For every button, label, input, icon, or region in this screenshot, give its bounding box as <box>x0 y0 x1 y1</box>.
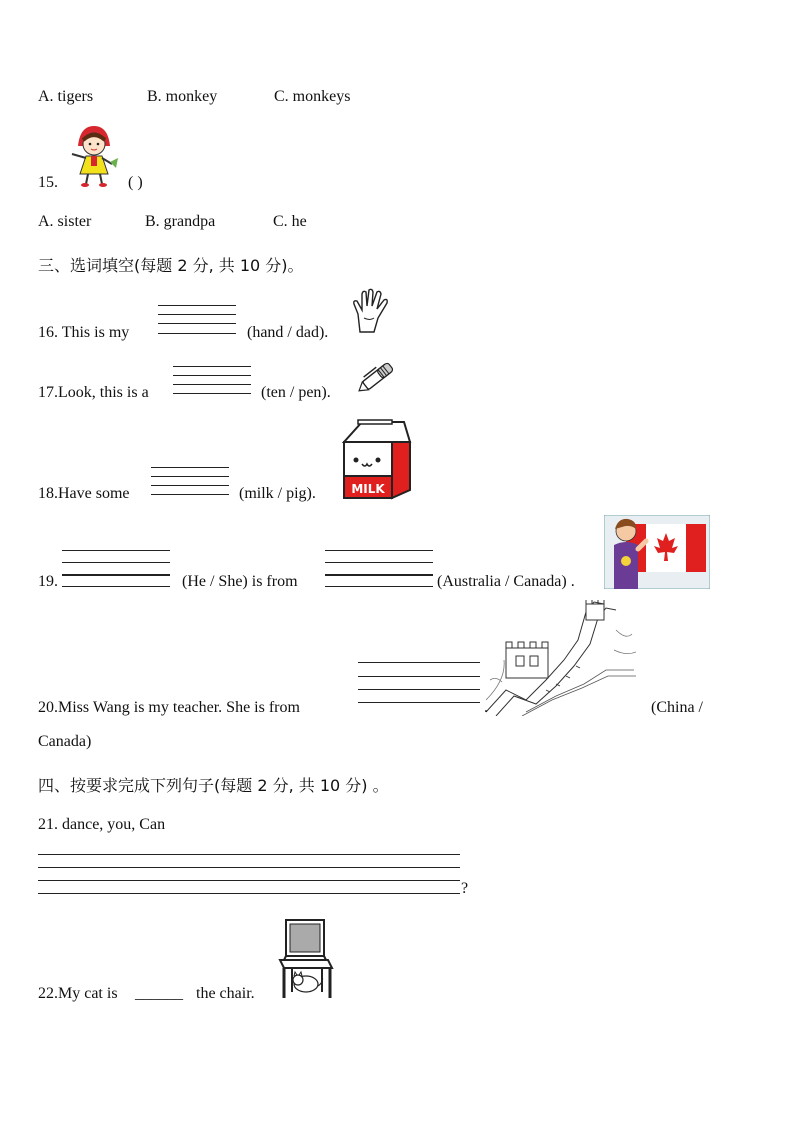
milk-label: MILK <box>351 482 385 496</box>
question-17-choices: (ten / pen). <box>261 384 331 401</box>
answer-paren: ( ) <box>128 174 143 191</box>
question-17-text: 17.Look, this is a <box>38 384 149 401</box>
canada-boy-picture <box>604 515 710 589</box>
question-20-text: 20.Miss Wang is my teacher. She is from <box>38 699 300 716</box>
question-18-text: 18.Have some <box>38 485 130 502</box>
question-20-period: . <box>484 699 488 716</box>
question-22-prefix: 22.My cat is <box>38 985 118 1002</box>
option-b: B. grandpa <box>145 213 216 230</box>
question-18-choices: (milk / pig). <box>239 485 316 502</box>
option-a: A. sister <box>38 213 92 230</box>
option-c: C. he <box>273 213 307 230</box>
question-19-middle: (He / She) is from <box>182 573 298 590</box>
hand-picture <box>350 288 394 336</box>
pen-picture <box>352 354 404 398</box>
section-3-heading: 三、选词填空(每题 2 分, 共 10 分)。 <box>38 256 304 275</box>
question-21-words: 21. dance, you, Can <box>38 816 166 833</box>
answer-blank-22[interactable]: ______ <box>135 985 183 1002</box>
option-b: B. monkey <box>147 88 218 105</box>
question-16-text: 16. This is my <box>38 324 130 341</box>
question-20-choices-wrap: Canada) <box>38 733 92 750</box>
option-a: A. tigers <box>38 88 94 105</box>
great-wall-picture <box>486 600 636 716</box>
question-19-number: 19. <box>38 573 58 590</box>
milk-carton-picture <box>340 418 414 500</box>
question-15-number: 15. <box>38 174 58 191</box>
girl-picture <box>64 122 122 188</box>
question-21-end-mark: ? <box>461 880 469 897</box>
question-20-choices: (China / <box>651 699 703 716</box>
question-22-suffix: the chair. <box>196 985 255 1002</box>
chair-cat-picture <box>278 916 334 1000</box>
question-19-choices: (Australia / Canada) . <box>437 573 575 590</box>
option-c: C. monkeys <box>274 88 351 105</box>
section-4-heading: 四、按要求完成下列句子(每题 2 分, 共 10 分) 。 <box>38 776 389 795</box>
question-16-choices: (hand / dad). <box>247 324 329 341</box>
